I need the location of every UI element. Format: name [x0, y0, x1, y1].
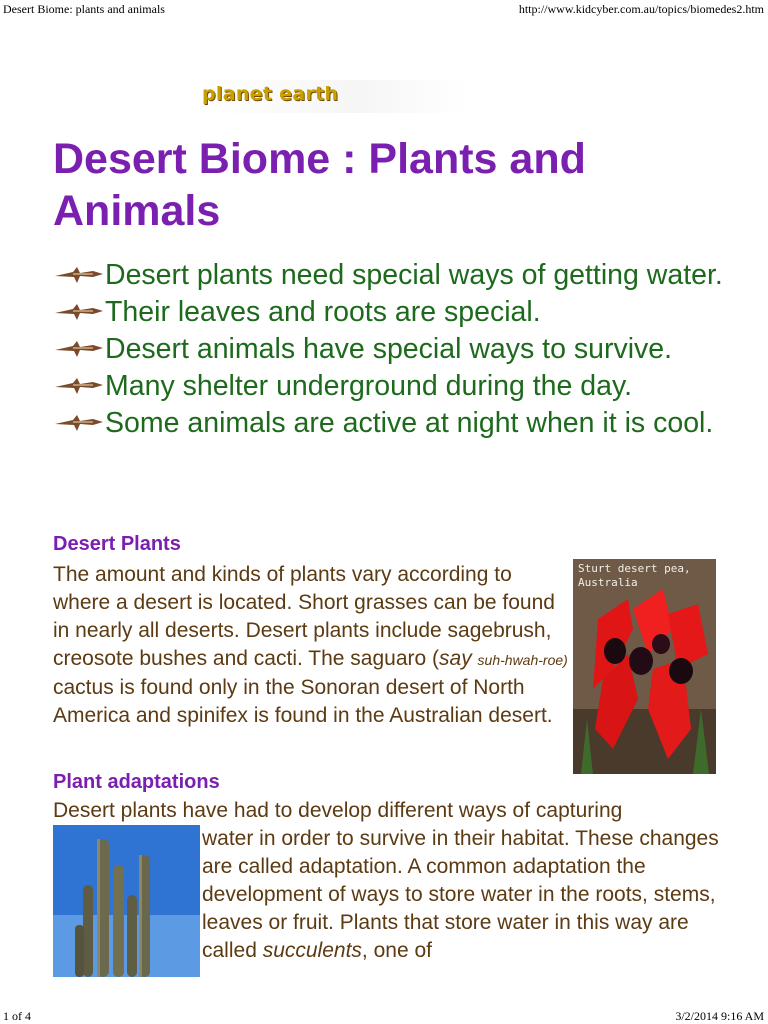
sturt-desert-pea-illustration [573, 559, 716, 774]
page-number: 1 of 4 [3, 1009, 31, 1023]
page-title: Desert Biome : Plants and Animals [53, 135, 586, 235]
image-caption-line: Australia [578, 576, 638, 589]
cactus-illustration [53, 825, 200, 977]
bullet-text: Desert plants need special ways of getting water. [105, 259, 723, 291]
adaptations-text-after: , one of [361, 939, 432, 962]
desert-plants-paragraph [53, 561, 568, 730]
adaptations-first-line: Desert plants have had to develop different ways of capturing [53, 799, 623, 822]
bullet-item [53, 294, 733, 331]
bullet-item [53, 368, 733, 405]
bullet-item [53, 331, 733, 368]
pronunciation: suh-hwah-roe) [477, 652, 568, 668]
bullet-item [53, 405, 733, 442]
intro-bullets [53, 257, 733, 442]
bird-bullet-icon [53, 339, 105, 359]
bird-bullet-icon [53, 376, 105, 396]
bullet-text: Their leaves and roots are special. [105, 296, 541, 328]
sturt-desert-pea-image [573, 559, 716, 774]
image-caption [578, 562, 691, 590]
succulents-term: succulents [262, 939, 362, 962]
banner-text: planet earth [202, 83, 339, 105]
bullet-text: Many shelter underground during the day. [105, 370, 633, 402]
plants-text-before: The amount and kinds of plants vary according to where a desert is located. Short grasses can be found in nearly all deserts. Desert plants include sagebrush, creosote bushes and cacti. The saguaro ( [53, 563, 555, 670]
image-caption-line: Sturt desert pea, [578, 562, 691, 575]
plant-adaptations-heading: Plant adaptations [53, 771, 220, 793]
adaptations-paragraph [202, 825, 722, 965]
print-header-title: Desert Biome: plants and animals [3, 2, 165, 16]
bullet-item [53, 257, 733, 294]
adaptations-text-before: water in order to survive in their habitat. These changes are called adaptation. A common adaptation the development of ways to store water in the roots, stems, leaves or fruit. Plants that store water in this way are called [202, 827, 719, 962]
bird-bullet-icon [53, 302, 105, 322]
desert-plants-heading: Desert Plants [53, 533, 181, 555]
cactus-image [53, 825, 200, 977]
planet-earth-banner [197, 80, 467, 113]
bird-bullet-icon [53, 265, 105, 285]
bullet-text: Desert animals have special ways to survive. [105, 333, 673, 365]
print-header-url: http://www.kidcyber.com.au/topics/biomedes2.htm [518, 2, 764, 16]
bird-bullet-icon [53, 413, 105, 433]
say-word: say [439, 647, 472, 670]
plants-text-after: cactus is found only in the Sonoran desert of North America and spinifex is found in the Australian desert. [53, 676, 553, 727]
bullet-text: Some animals are active at night when it is cool. [105, 407, 714, 439]
print-timestamp: 3/2/2014 9:16 AM [675, 1009, 764, 1023]
